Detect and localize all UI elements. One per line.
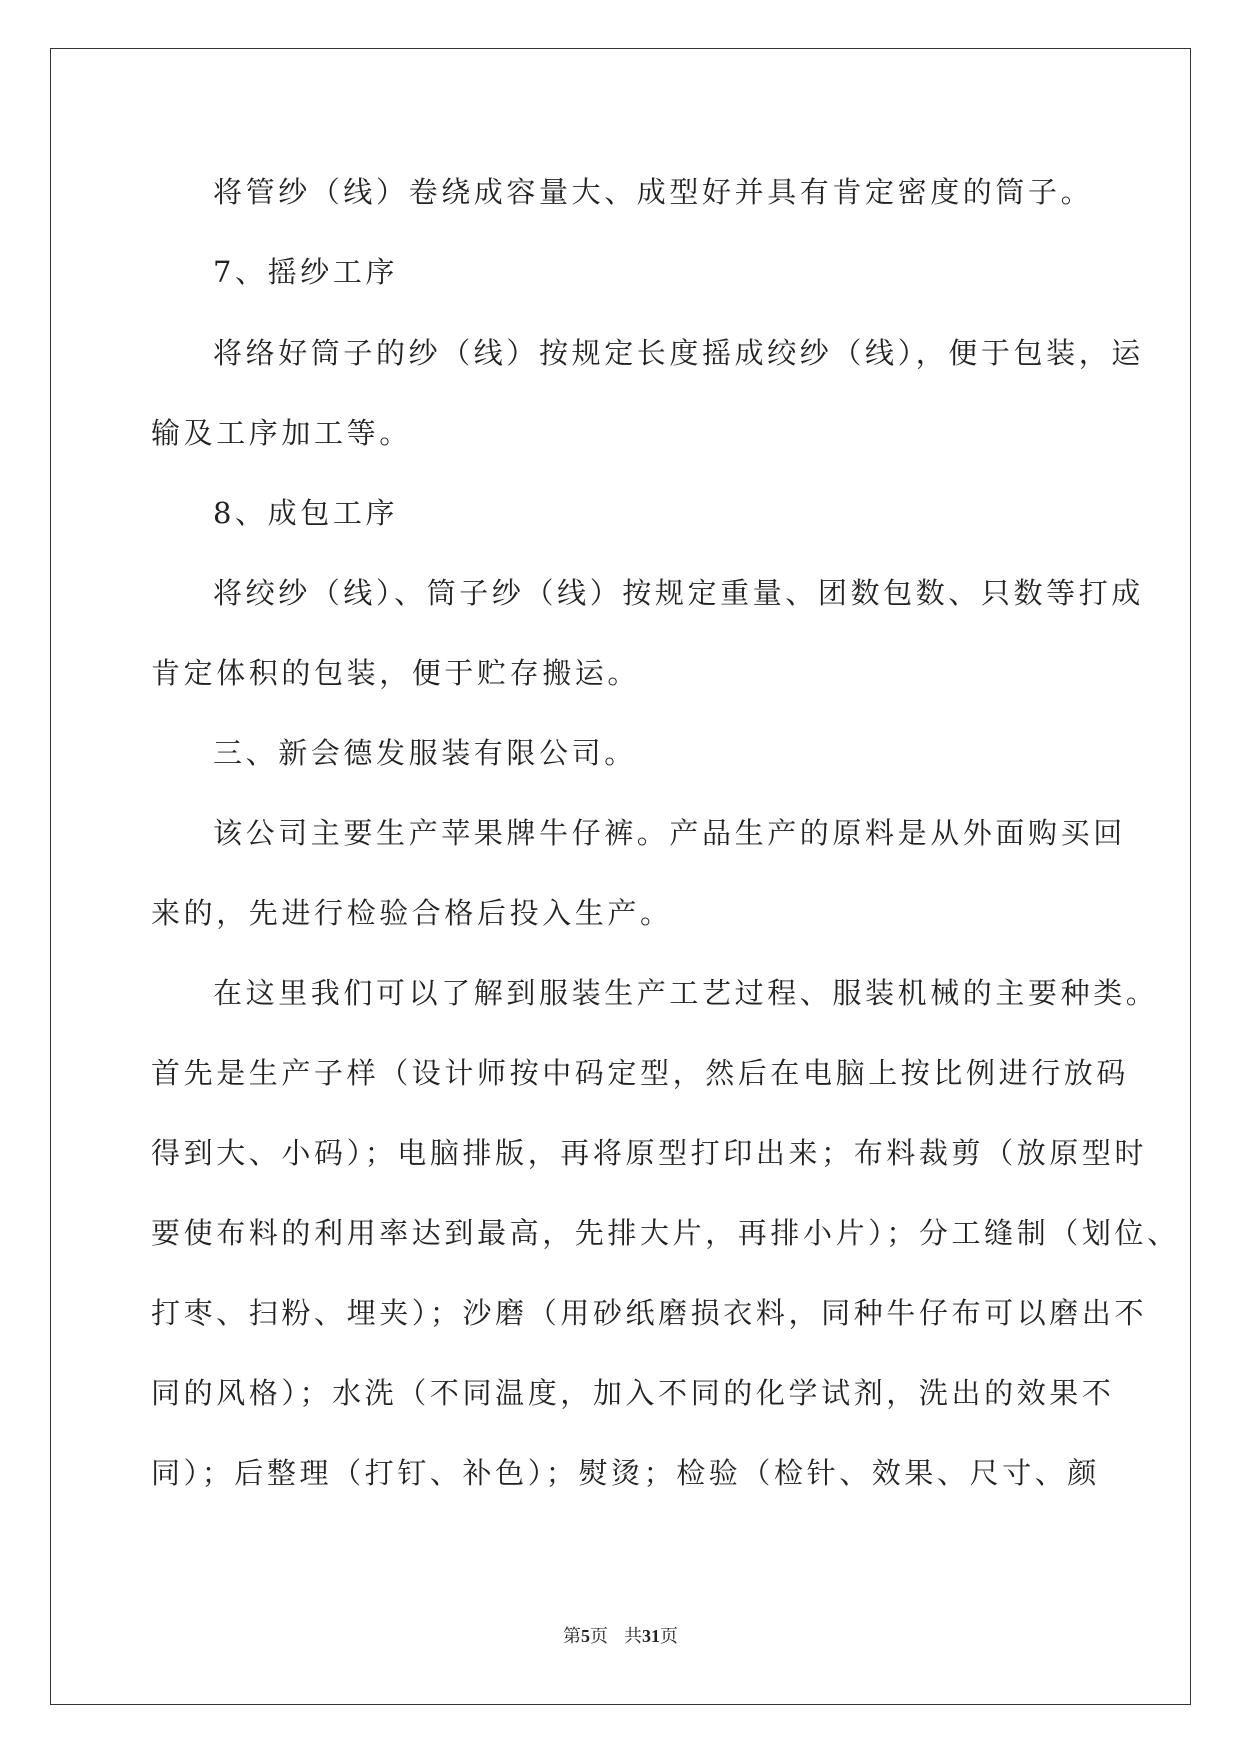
paragraph-line: 来的，先进行检验合格后投入生产。 xyxy=(151,896,673,930)
paragraph-line: 将绞纱（线）、筒子纱（线）按规定重量、团数包数、只数等打成 xyxy=(213,576,1144,610)
paragraph-line: 在这里我们可以了解到服装生产工艺过程、服装机械的主要种类。 xyxy=(213,976,1159,1010)
paragraph-line: 肯定体积的包装，便于贮存搬运。 xyxy=(151,656,641,690)
paragraph-line: 得到大、小码）；电脑排版，再将原型打印出来；布料裁剪（放原型时 xyxy=(151,1136,1148,1170)
footer-page-suffix: 页 xyxy=(590,1626,608,1646)
paragraph-line: 首先是生产子样（设计师按中码定型，然后在电脑上按比例进行放码 xyxy=(151,1056,1130,1090)
paragraph-line: 输及工序加工等。 xyxy=(151,416,412,450)
paragraph-line: 同的风格）；水洗（不同温度，加入不同的化学试剂，洗出的效果不 xyxy=(151,1376,1115,1410)
current-page-number: 5 xyxy=(581,1626,590,1646)
section-heading: 7、摇纱工序 xyxy=(213,255,399,289)
paragraph-line: 要使布料的利用率达到最高，先排大片，再排小片）；分工缝制（划位、 xyxy=(151,1216,1180,1250)
footer-total-suffix: 页 xyxy=(660,1626,678,1646)
paragraph-line: 将络好筒子的纱（线）按规定长度摇成绞纱（线），便于包装，运 xyxy=(213,336,1144,370)
paragraph-line: 打枣、扫粉、埋夹）；沙磨（用砂纸磨损衣料，同种牛仔布可以磨出不 xyxy=(151,1296,1148,1330)
page-footer xyxy=(0,1624,1241,1648)
section-heading: 8、成包工序 xyxy=(213,496,399,530)
paragraph-line: 同）；后整理（打钉、补色）；熨烫；检验（检针、效果、尺寸、颜 xyxy=(151,1456,1101,1490)
paragraph-line: 该公司主要生产苹果牌牛仔裤。产品生产的原料是从外面购买回 xyxy=(213,816,1126,850)
total-page-count: 31 xyxy=(642,1626,660,1646)
paragraph-line: 将管纱（线）卷绕成容量大、成型好并具有肯定密度的筒子。 xyxy=(213,175,1094,209)
footer-total-prefix: 共 xyxy=(624,1626,642,1646)
footer-prefix: 第 xyxy=(563,1626,581,1646)
section-heading: 三、新会德发服装有限公司。 xyxy=(213,736,637,770)
